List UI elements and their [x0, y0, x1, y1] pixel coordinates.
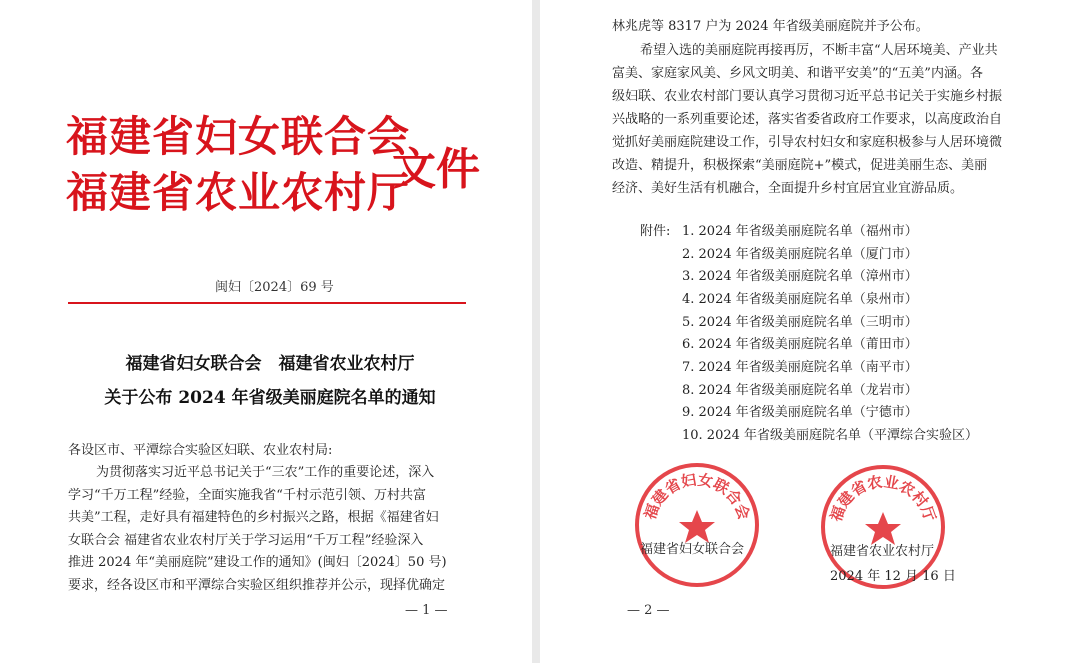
body-line: 林兆虎等 8317 户为 2024 年省级美丽庭院并予公布。: [612, 19, 929, 34]
annex-item: 9. 2024 年省级美丽庭院名单（宁德市）: [682, 405, 918, 420]
official-seal-womens-federation: [632, 460, 762, 590]
svg-text:福建省妇女联合会: 福建省妇女联合会: [640, 470, 754, 522]
annex-label: 附件:: [640, 224, 671, 239]
body-line: 要求，经各设区市和平潭综合实验区组织推荐并公示，现择优确定: [68, 578, 446, 593]
annex-item: 8. 2024 年省级美丽庭院名单（龙岩市）: [682, 383, 918, 398]
signatory-womens-federation: 福建省妇女联合会: [640, 542, 745, 557]
notice-title-line-2: 关于公布 2024 年省级美丽庭院名单的通知: [104, 388, 436, 408]
body-line: 为贯彻落实习近平总书记关于“三农”工作的重要论述，深入: [96, 465, 435, 480]
document-page-1: [0, 0, 532, 663]
notice-title-line-1: 福建省妇女联合会 福建省农业农村厅: [125, 354, 415, 374]
body-line: 学习“千万工程”经验，全面实施我省“千村示范引领、万村共富: [68, 488, 426, 503]
page-number: — 1 —: [405, 603, 448, 618]
signatory-agriculture-department: 福建省农业农村厅: [830, 544, 935, 559]
body-line: 推进 2024 年“美丽庭院”建设工作的通知》(闽妇〔2024〕50 号): [68, 555, 447, 570]
annex-item: 5. 2024 年省级美丽庭院名单（三明市）: [682, 315, 918, 330]
annex-item: 10. 2024 年省级美丽庭院名单（平潭综合实验区）: [682, 428, 979, 443]
body-line: 改造、精提升，积极探索“美丽庭院+”模式，促进美丽生态、美丽: [612, 158, 988, 173]
body-line: 经济、美好生活有机融合，全面提升乡村宜居宜业宜游品质。: [612, 181, 964, 196]
red-divider: [68, 302, 466, 304]
svg-text:福建省农业农村厅: 福建省农业农村厅: [826, 472, 940, 524]
body-line: 兴战略的一系列重要论述，落实省委省政府工作要求，以高度政治自: [612, 112, 1003, 127]
body-line: 级妇联、农业农村部门要认真学习贯彻习近平总书记关于实施乡村振: [612, 89, 1003, 104]
salutation: 各设区市、平潭综合实验区妇联、农业农村局:: [68, 443, 333, 458]
issue-date: 2024 年 12 月 16 日: [830, 569, 956, 584]
body-line: 希望入选的美丽庭院再接再厉，不断丰富“人居环境美、产业共: [640, 43, 998, 58]
body-line: 富美、家庭家风美、乡风文明美、和谐平安美”的“五美”内涵。各: [612, 66, 983, 81]
annex-item: 7. 2024 年省级美丽庭院名单（南平市）: [682, 360, 918, 375]
body-line: 觉抓好美丽庭院建设工作，引导农村妇女和家庭积极参与人居环境微: [612, 135, 1003, 150]
annex-item: 1. 2024 年省级美丽庭院名单（福州市）: [682, 224, 918, 239]
document-number: 闽妇〔2024〕69 号: [215, 280, 334, 295]
issuer-name-2: 福建省农业农村厅: [66, 168, 411, 217]
annex-item: 4. 2024 年省级美丽庭院名单（泉州市）: [682, 292, 918, 307]
body-line: 女联合会 福建省农业农村厅关于学习运用“千万工程”经验深入: [68, 533, 424, 548]
page-number: — 2 —: [627, 603, 670, 618]
issuer-name-1: 福建省妇女联合会: [66, 112, 411, 161]
document-label: 文件: [392, 144, 480, 195]
document-page-2: [540, 0, 1080, 663]
body-line: 共美”工程，走好具有福建特色的乡村振兴之路，根据《福建省妇: [68, 510, 439, 525]
annex-item: 6. 2024 年省级美丽庭院名单（莆田市）: [682, 337, 918, 352]
annex-item: 2. 2024 年省级美丽庭院名单（厦门市）: [682, 247, 918, 262]
annex-item: 3. 2024 年省级美丽庭院名单（漳州市）: [682, 269, 918, 284]
